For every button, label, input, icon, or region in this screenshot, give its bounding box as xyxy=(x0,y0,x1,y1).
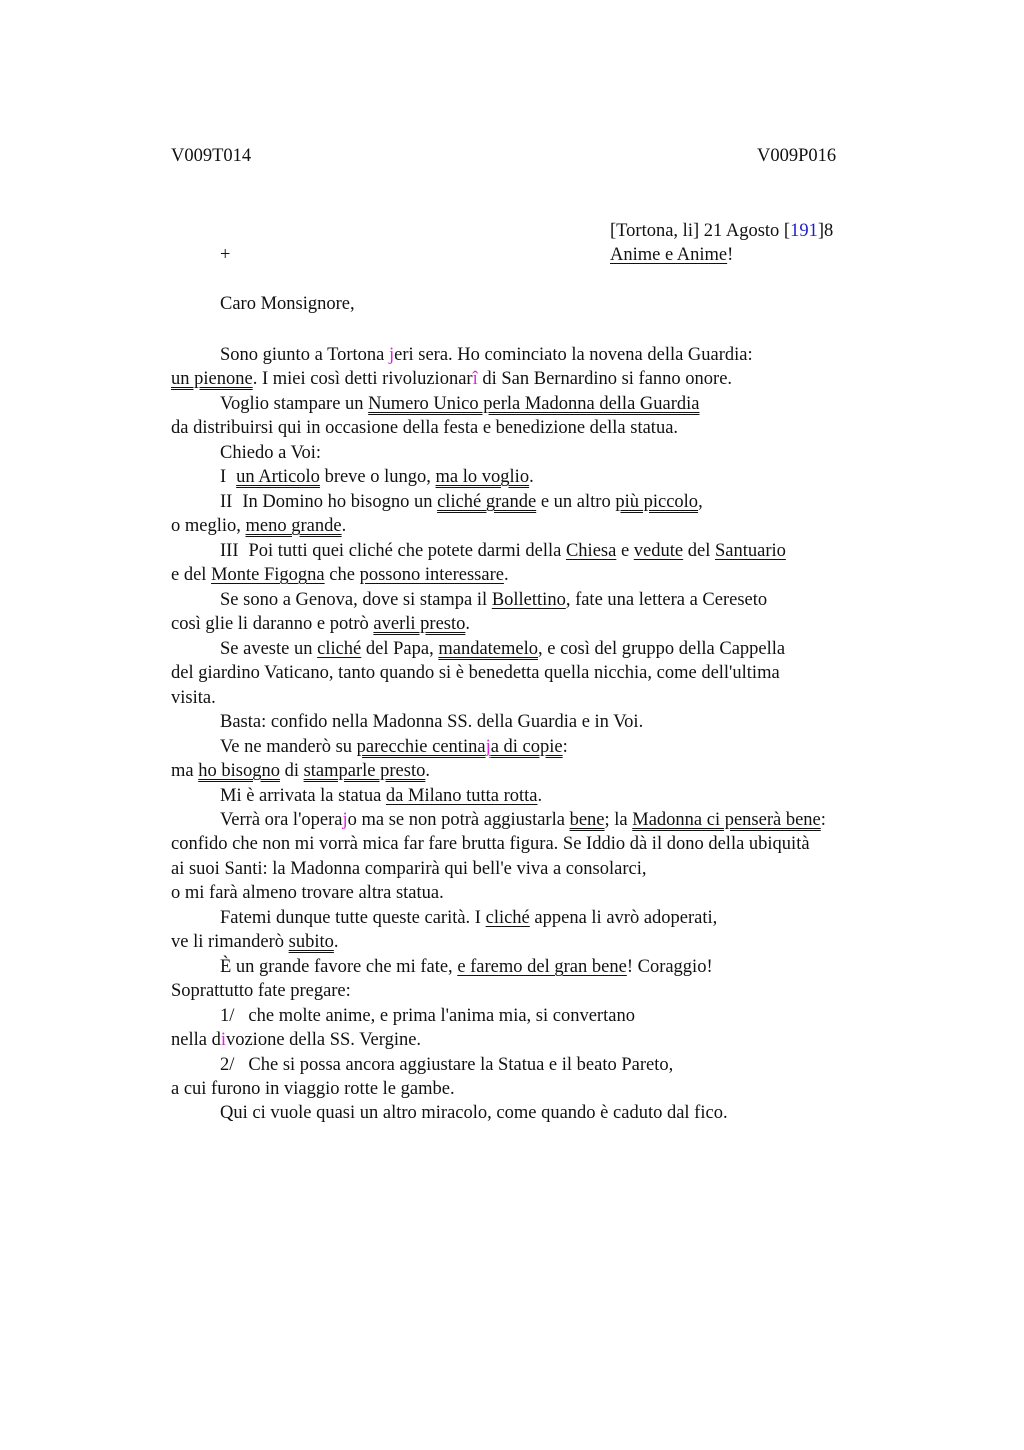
text-fragment: ma lo voglio xyxy=(435,467,530,487)
place-date xyxy=(610,221,833,242)
text-fragment: o ma se non potrà aggiustarla xyxy=(347,810,570,830)
text-fragment: mandatemelo xyxy=(438,639,538,659)
body-line xyxy=(220,955,713,979)
text-fragment: Se aveste un xyxy=(220,639,318,659)
body-line xyxy=(220,637,785,661)
text-fragment: ! xyxy=(727,245,734,265)
text-fragment: Mi è arrivata la statua xyxy=(220,786,386,806)
text-fragment: Se sono a Genova, dove si stampa il xyxy=(220,590,492,610)
body-line xyxy=(220,1004,635,1028)
text-fragment: di San Bernardino si fanno onore. xyxy=(477,369,733,389)
text-fragment: . xyxy=(341,516,347,536)
text-fragment: visita. xyxy=(171,688,216,708)
body-line xyxy=(171,563,509,587)
text-fragment: e faremo del gran bene xyxy=(457,957,627,977)
text-fragment: Santuario xyxy=(714,541,786,561)
body-line xyxy=(220,735,568,759)
body-line xyxy=(220,392,700,416)
text-fragment: î xyxy=(472,369,478,389)
body-line xyxy=(171,661,780,685)
text-fragment: bene xyxy=(569,810,605,830)
body-line xyxy=(171,1028,421,1052)
text-fragment: Madonna ci penserà bene xyxy=(632,810,821,830)
right-code: V009P016 xyxy=(757,146,837,166)
text-fragment: del xyxy=(683,541,715,561)
text-fragment: meno grande xyxy=(245,516,342,536)
text-fragment: nella d xyxy=(171,1030,221,1050)
text-fragment: III xyxy=(220,541,239,561)
text-fragment: . xyxy=(537,786,543,806)
text-fragment: Chiedo a Voi: xyxy=(220,443,322,463)
text-fragment: . xyxy=(529,467,534,487)
text-fragment: così glie li daranno e potrò xyxy=(171,614,374,634)
body-line xyxy=(220,710,643,734)
body-line xyxy=(171,930,339,954)
text-fragment: vozione della SS. Vergine. xyxy=(225,1030,422,1050)
text-fragment: ai suoi Santi: la Madonna comparirà qui bell'e viva a consolarci, xyxy=(171,859,647,879)
body-line xyxy=(220,539,786,563)
body-line xyxy=(171,367,732,391)
text-fragment: del Papa, xyxy=(361,639,439,659)
text-fragment: j xyxy=(342,810,348,830)
text-fragment: del giardino Vaticano, tanto quando si è benedetta quella nicchia, come dell'ultima xyxy=(171,663,780,683)
text-fragment: che molte anime, e prima l'anima mia, si convertano xyxy=(248,1006,635,1026)
text-fragment: . xyxy=(503,565,509,585)
text-fragment: eri sera. Ho cominciato la novena della Guardia: xyxy=(394,345,753,365)
body-line xyxy=(171,881,444,905)
motto xyxy=(610,245,733,266)
text-fragment: appena li avrò adoperati, xyxy=(529,908,718,928)
text-fragment: da distribuirsi qui in occasione della festa e benedizione della statua. xyxy=(171,418,679,438)
text-fragment: , fate una lettera a Cereseto xyxy=(565,590,768,610)
body-line xyxy=(171,832,810,856)
text-fragment: vedute xyxy=(633,541,684,561)
text-fragment: ve li rimanderò xyxy=(171,932,289,952)
body-line xyxy=(220,490,703,514)
text-fragment: cliché xyxy=(317,639,362,659)
left-code: V009T014 xyxy=(171,146,252,166)
text-fragment: ma xyxy=(171,761,199,781)
text-fragment: Ve ne manderò su xyxy=(220,737,357,757)
text-fragment: In Domino ho bisogno un xyxy=(242,492,438,512)
text-fragment: j xyxy=(388,345,395,365)
text-fragment: o meglio, xyxy=(171,516,246,536)
body-line xyxy=(171,857,646,881)
text-fragment: . I miei così detti rivoluzionar xyxy=(252,369,473,389)
body-line xyxy=(220,784,542,808)
text-fragment: e del xyxy=(171,565,212,585)
text-fragment: da Milano tutta rotta xyxy=(385,786,538,806)
text-fragment: di xyxy=(279,761,304,781)
body-line xyxy=(171,979,351,1003)
text-fragment: Poi tutti quei cliché che potete darmi della xyxy=(248,541,566,561)
text-fragment: più piccolo xyxy=(615,492,699,512)
salutation: Caro Monsignore, xyxy=(220,294,355,314)
body-line xyxy=(220,343,753,367)
text-fragment: cliché xyxy=(485,908,530,928)
text-fragment: stamparle presto xyxy=(303,761,426,781)
text-fragment: Fatemi dunque tutte queste carità. I xyxy=(220,908,486,928)
body-line xyxy=(171,759,430,783)
text-fragment: . xyxy=(465,614,470,634)
text-fragment: Voglio stampare un xyxy=(220,394,369,414)
body-line xyxy=(220,588,767,612)
text-fragment: ; la xyxy=(604,810,633,830)
cross-mark: + xyxy=(220,245,231,265)
text-fragment: Verrà ora l'opera xyxy=(220,810,343,830)
text-fragment: e un altro xyxy=(536,492,616,512)
text-fragment: , xyxy=(698,492,703,512)
text-fragment: confido che non mi vorrà mica far fare brutta figura. Se Iddio dà il dono della ubiquità xyxy=(171,834,810,854)
text-fragment: Bollettino xyxy=(491,590,566,610)
text-fragment: Monte Figogna xyxy=(211,565,325,585)
text-fragment: I xyxy=(220,467,227,487)
body-line xyxy=(220,465,534,489)
text-fragment: che xyxy=(324,565,360,585)
text-fragment: II xyxy=(220,492,233,512)
text-fragment: subito xyxy=(288,932,334,952)
text-fragment: ho bisogno xyxy=(198,761,280,781)
text-fragment: , e così del gruppo della Cappella xyxy=(538,639,786,659)
text-fragment: o mi farà almeno trovare altra statua. xyxy=(171,883,444,903)
text-fragment: i xyxy=(220,1030,226,1050)
text-fragment: Numero Unico perla Madonna della Guardia xyxy=(368,394,700,414)
body-line xyxy=(171,416,678,440)
text-fragment: Soprattutto fate pregare: xyxy=(171,981,351,1001)
body-line xyxy=(171,1077,455,1101)
text-fragment: j xyxy=(485,737,491,757)
text-fragment: [Tortona, li] 21 Agosto [ xyxy=(610,221,791,241)
text-fragment: cliché grande xyxy=(437,492,537,512)
text-fragment: : xyxy=(562,737,568,757)
text-fragment: Basta: confido nella Madonna SS. della Guardia e in Voi. xyxy=(220,712,644,732)
text-fragment: parecchie centina xyxy=(356,737,486,757)
text-fragment: Che si possa ancora aggiustare la Statua e il beato Pareto, xyxy=(248,1055,674,1075)
text-fragment: Anime e Anime xyxy=(610,245,728,265)
text-fragment: possono interessare xyxy=(359,565,504,585)
text-fragment: un pienone xyxy=(171,369,253,389)
body-line xyxy=(220,906,717,930)
text-fragment: . xyxy=(333,932,339,952)
text-fragment: : xyxy=(820,810,826,830)
text-fragment: un Articolo xyxy=(236,467,320,487)
text-fragment: 2/ xyxy=(220,1055,235,1075)
text-fragment: Chiesa xyxy=(565,541,617,561)
text-fragment: e xyxy=(616,541,634,561)
body-line xyxy=(220,808,826,832)
body-line xyxy=(171,612,470,636)
text-fragment: a di copie xyxy=(490,737,563,757)
text-fragment: Sono giunto a Tortona xyxy=(220,345,389,365)
body-line xyxy=(220,1053,673,1077)
text-fragment: Qui ci vuole quasi un altro miracolo, come quando è caduto dal fico. xyxy=(220,1103,728,1123)
text-fragment: È un grande favore che mi fate, xyxy=(220,957,458,977)
text-fragment: ! Coraggio! xyxy=(626,957,713,977)
body-line xyxy=(220,1101,728,1125)
text-fragment: ]8 xyxy=(817,221,834,241)
body-line xyxy=(171,686,216,710)
body-line xyxy=(171,514,346,538)
text-fragment: breve o lungo, xyxy=(319,467,436,487)
text-fragment: a cui furono in viaggio rotte le gambe. xyxy=(171,1079,455,1099)
text-fragment: . xyxy=(425,761,430,781)
body-line xyxy=(220,441,321,465)
text-fragment: 1/ xyxy=(220,1006,235,1026)
text-fragment: averli presto xyxy=(373,614,466,634)
editorial-year: 191 xyxy=(790,221,818,241)
